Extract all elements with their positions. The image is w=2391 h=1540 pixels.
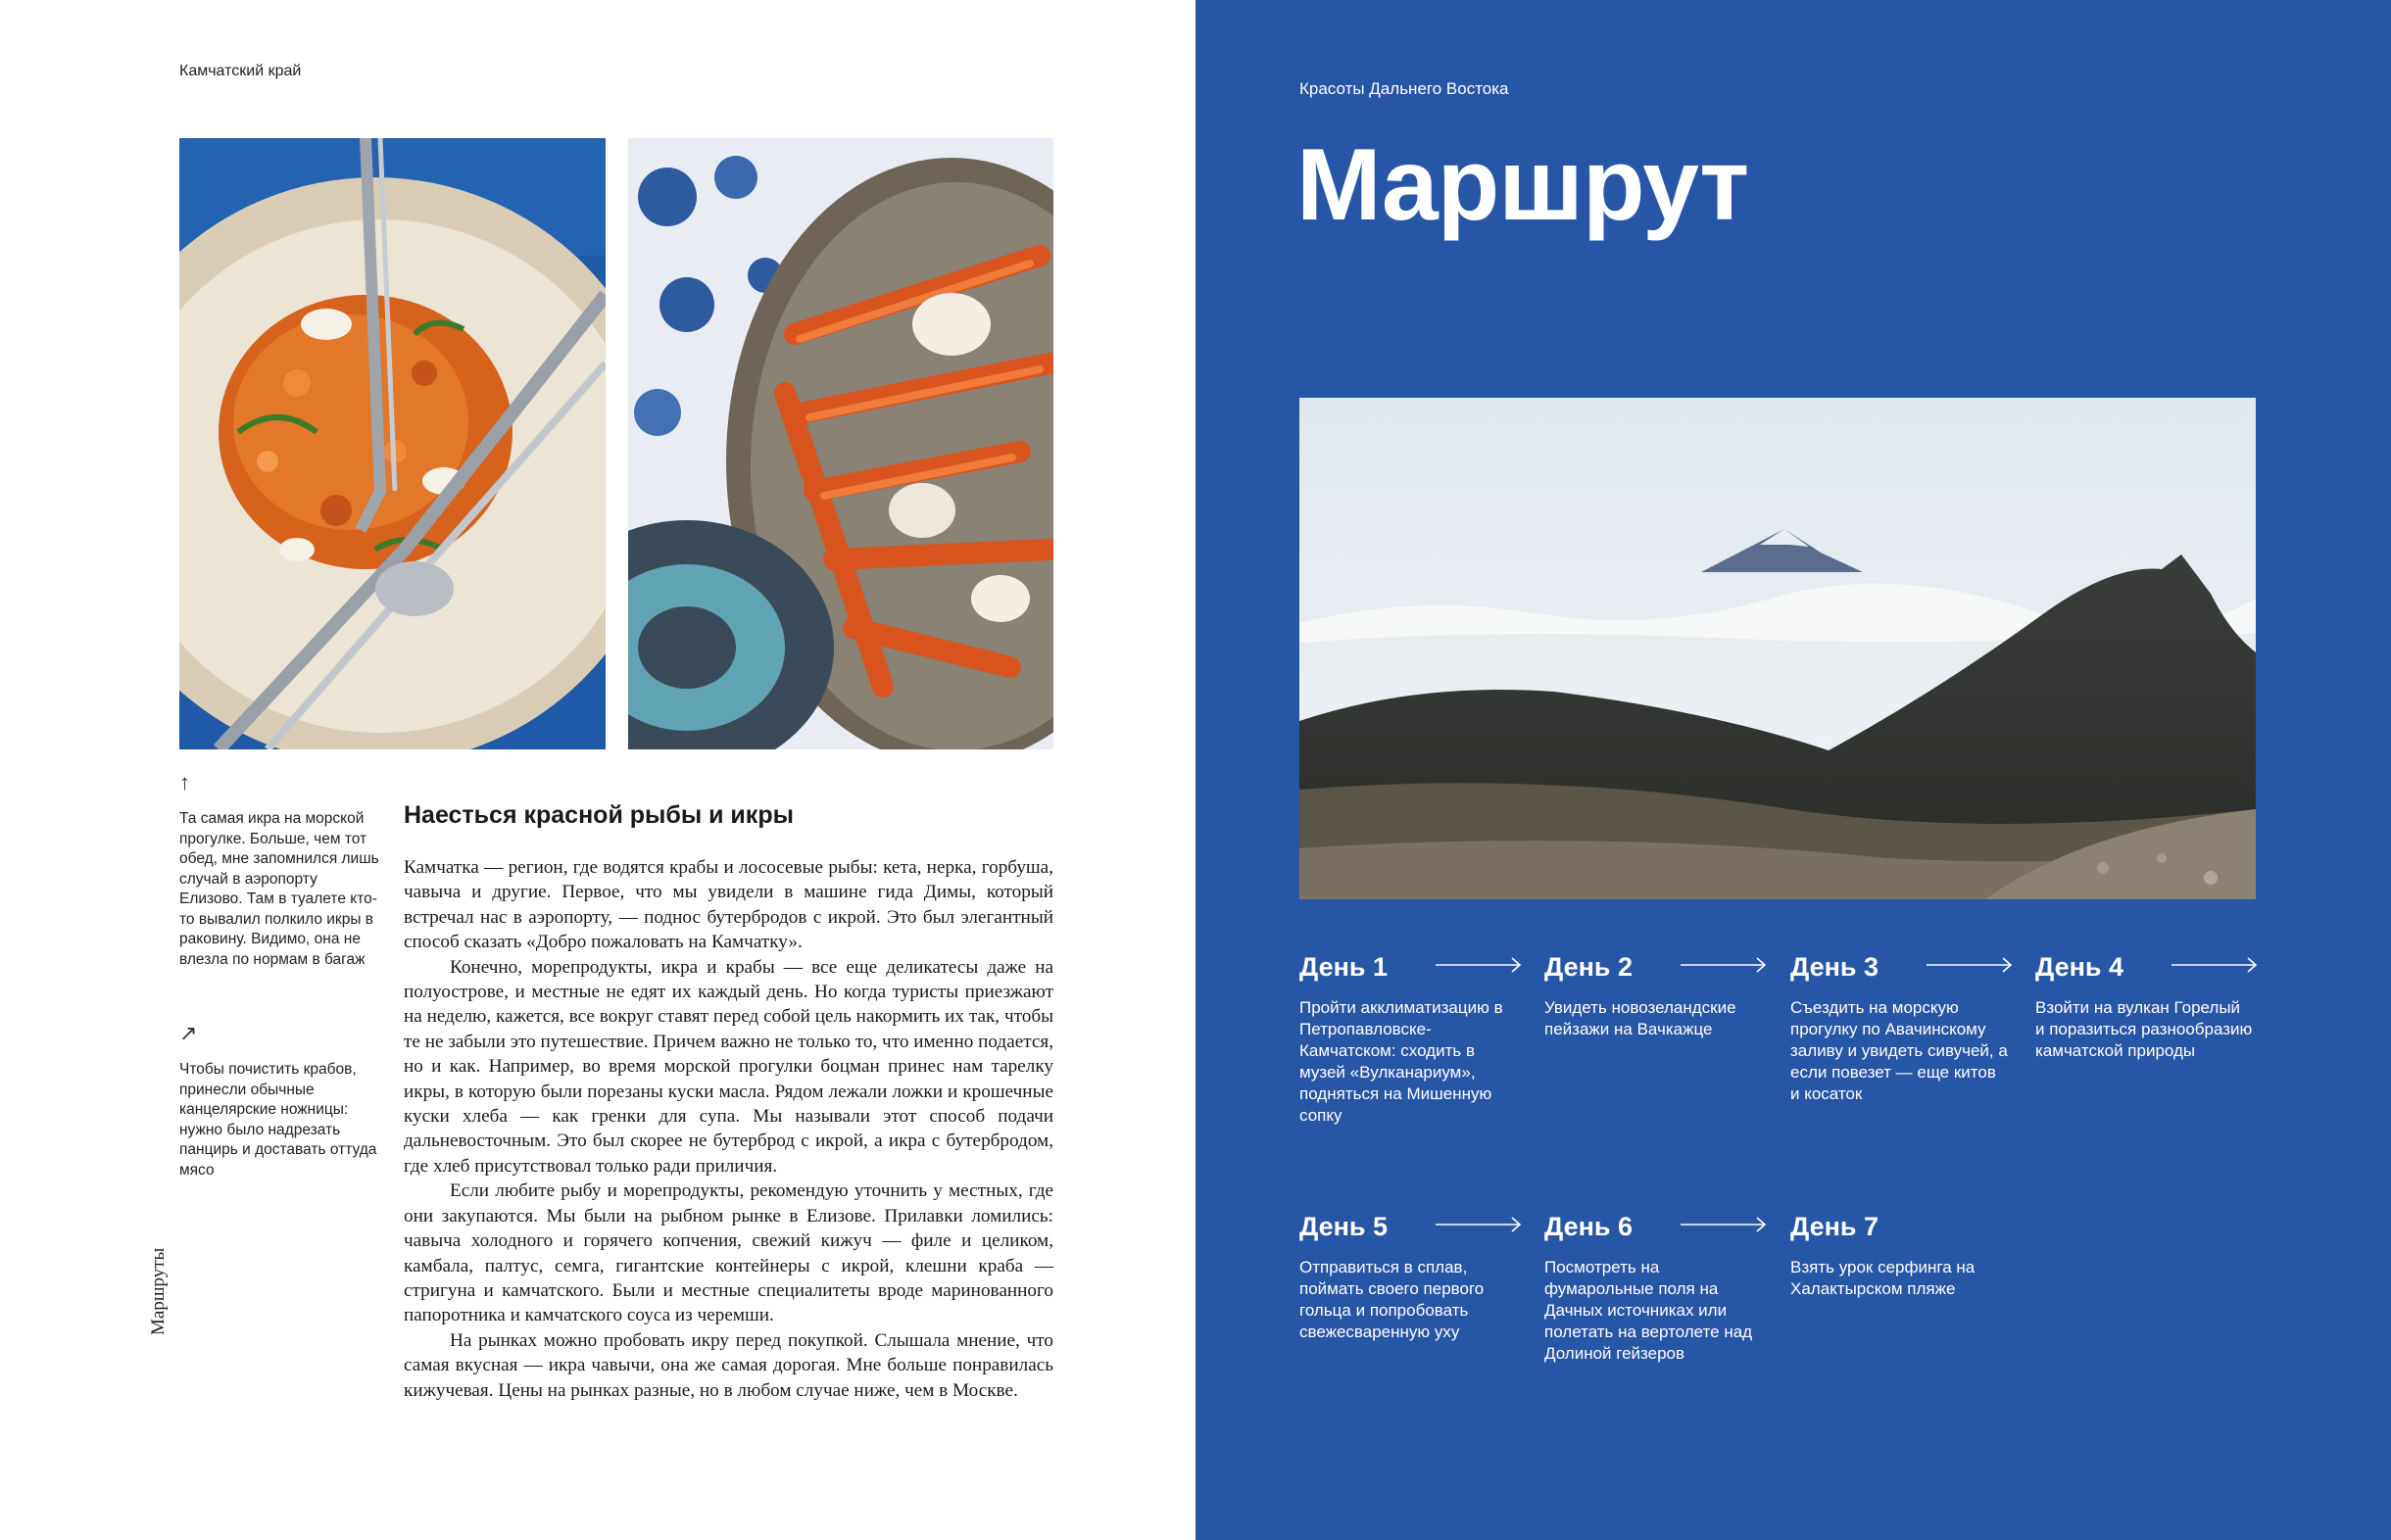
kicker: Красоты Дальнего Востока — [1299, 79, 1509, 98]
route-day-1 — [1299, 952, 1517, 1127]
arrow-right-icon — [1436, 956, 1522, 974]
article-paragraph: На рынках можно пробовать икру перед покупкой. Слышала мнение, что самая вкусная — икра чавычи, она же самая дорогая. Мне больше понравилась кижучевая. Цены на рынках разные, но в любом случае ниже, чем в Москве. — [404, 1329, 1053, 1401]
photo-caption-caviar: Та самая икра на морской прогулке. Больше, чем тот обед, мне запомнился лишь случай в аэропорту Елизово. Там в туалете кто-то вывалил полкило икры в раковину. Видимо, она не влезла по нормам в багаж — [179, 810, 379, 968]
article-paragraph: Камчатка — регион, где водятся крабы и лососевые рыбы: кета, нерка, горбуша, чавыча и другие. Первое, что мы увидели в машине гида Димы, который встречал нас в аэропорту, — поднос бутербродов с икрой. Это был элегантный способ сказать «Добро пожаловать на Камчатку». — [404, 857, 1053, 953]
day-label: День 7 — [1790, 1212, 1879, 1241]
photo-caption-crab: Чтобы почистить крабов, принесли обычные канцелярские ножницы: нужно было надрезать панцирь и доставать оттуда мясо — [179, 1061, 377, 1179]
arrow-right-icon — [2171, 956, 2258, 974]
day-label: День 4 — [2035, 952, 2124, 982]
running-head: Камчатский край — [179, 63, 302, 79]
arrow-right-icon — [1436, 1216, 1522, 1233]
day-label: День 6 — [1544, 1212, 1634, 1241]
route-day-2 — [1544, 952, 1762, 1040]
day-description: Увидеть новозеландские пейзажи на Вачкажце — [1544, 998, 1736, 1038]
up-arrow-icon: ↑ — [179, 770, 190, 794]
arrow-right-icon — [1681, 956, 1767, 974]
up-right-arrow-icon: ↗ — [179, 1021, 198, 1045]
day-label: День 1 — [1299, 952, 1389, 982]
section-label: Маршруты — [148, 1247, 169, 1335]
day-description: Отправиться в сплав, поймать своего первого гольца и попробовать свежесваренную уху — [1299, 1258, 1485, 1341]
route-day-5 — [1299, 1212, 1517, 1343]
day-description: Посмотреть на фумарольные поля на Дачных источниках или полетать на вертолете над Долиной гейзеров — [1544, 1258, 1753, 1363]
day-description: Взять урок серфинга на Халактырском пляже — [1790, 1258, 1976, 1298]
route-day-7 — [1790, 1212, 2008, 1300]
arrow-right-icon — [1927, 956, 2013, 974]
day-description: Съездить на морскую прогулку по Авачинскому заливу и увидеть сивучей, а если повезет — еще китов и косаток — [1790, 998, 2008, 1103]
day-description: Взойти на вулкан Горелый и поразиться разнообразию камчатской природы — [2035, 998, 2253, 1060]
day-label: День 5 — [1299, 1212, 1389, 1241]
route-day-3 — [1790, 952, 2008, 1105]
volcano-landscape-photo — [1299, 398, 2256, 899]
route-day-4 — [2035, 952, 2253, 1062]
arrow-right-icon — [1681, 1216, 1767, 1233]
day-label: День 3 — [1790, 952, 1879, 982]
route-day-6 — [1544, 1212, 1762, 1365]
day-description: Пройти акклиматизацию в Петропавловске-Камчатском: сходить в музей «Вулканариум», подняться на Мишенную сопку — [1299, 998, 1503, 1125]
caviar-photo — [179, 138, 606, 749]
article-paragraph: Если любите рыбу и морепродукты, рекомендую уточнить у местных, где они закупаются. Мы были на рыбном рынке в Елизове. Прилавки ломились: чавыча холодного и горячего копчения, свежий кижуч — филе и целиком, камбала, палтус, семга, гигантские контейнеры с икрой, клешни краба — стригуна и камчатского. Были и местные специалитеты вроде маринованного папоротника и камчатского соуса из черемши. — [404, 1180, 1053, 1326]
article-paragraph: Конечно, морепродукты, икра и крабы — все еще деликатесы даже на полуострове, и местные не едят их каждый день. Но когда туристы приезжают на неделю, кажется, все вокруг ставят перед собой цель накормить их так, чтобы те не забыли это путешествие. Причем важно не только то, что именно подается, но и как. Например, во время морской прогулки боцман принес нам тарелку икры, в которую были порезаны куски масла. Рядом лежали ложки и крошечные куски хлеба — как гренки для супа. Мы называли этот способ подачи дальневосточным. Это был скорее не бутерброд с икрой, а икра с бутербродом, где хлеб присутствовал только ради приличия. — [404, 956, 1053, 1177]
article-body — [404, 855, 1053, 1403]
crab-photo — [628, 138, 1053, 749]
article-title: Наесться красной рыбы и икры — [404, 801, 794, 829]
day-label: День 2 — [1544, 952, 1634, 982]
page-title: Маршрут — [1296, 128, 1749, 242]
right-page — [1196, 0, 2391, 1540]
